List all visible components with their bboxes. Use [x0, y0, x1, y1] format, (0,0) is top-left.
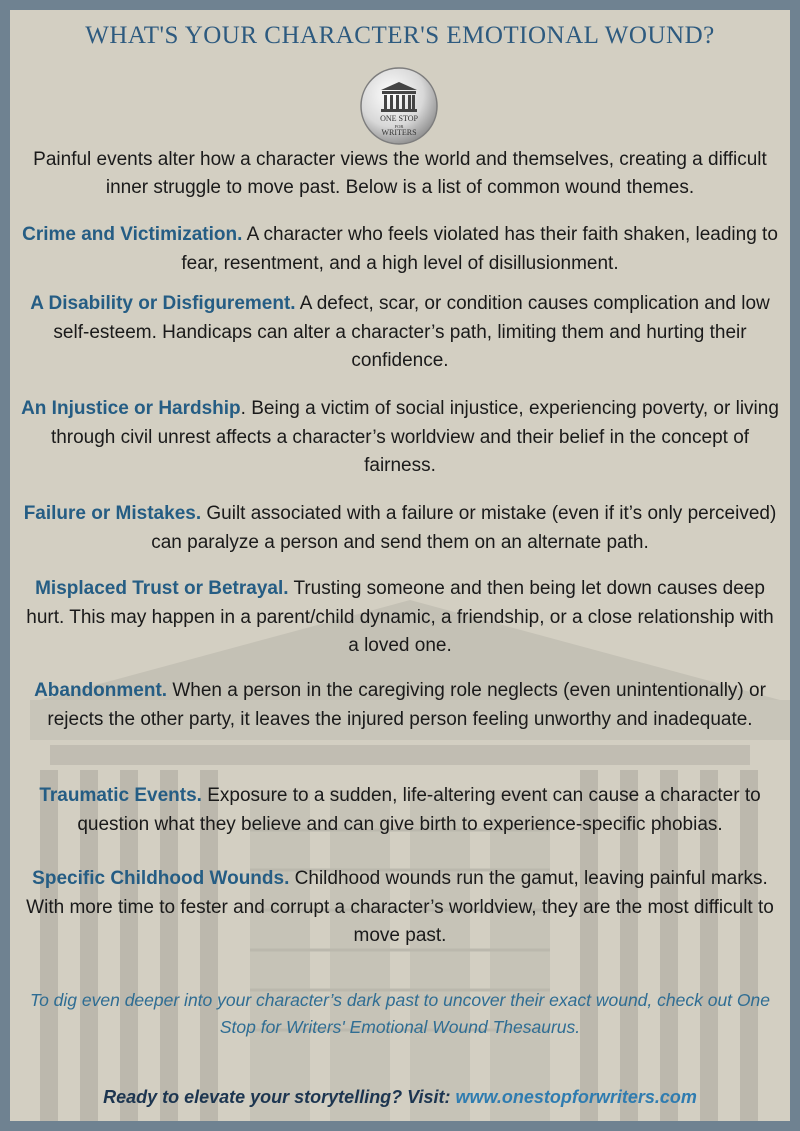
page-title: WHAT'S YOUR CHARACTER'S EMOTIONAL WOUND? [85, 22, 715, 49]
wound-heading: Misplaced Trust or Betrayal. [35, 578, 289, 599]
wound-item-disability [20, 290, 780, 376]
wound-item-betrayal [20, 575, 780, 661]
wound-item-abandonment [20, 677, 780, 734]
wound-description: Trusting someone and then being let down causes deep hurt. This may happen in a parent/child dynamic, a friendship, or a close relationship with a loved one. [26, 578, 774, 656]
wound-item-injustice [20, 395, 780, 481]
cta-text: Ready to elevate your storytelling? Visit: [103, 1087, 456, 1107]
wound-heading: Crime and Victimization. [22, 224, 243, 245]
wound-item-crime [20, 221, 780, 278]
website-link[interactable]: www.onestopforwriters.com [455, 1087, 697, 1107]
wound-heading: Traumatic Events. [39, 785, 202, 806]
wound-description: . Being a victim of social injustice, experiencing poverty, or living through civil unrest affects a character’s worldview and their belief in the concept of fairness. [50, 398, 779, 476]
wound-item-childhood [20, 865, 780, 951]
content-layer [10, 10, 790, 1121]
wound-heading: An Injustice or Hardship [21, 398, 241, 419]
logo-text-for: FOR [394, 124, 404, 129]
one-stop-for-writers-logo [359, 66, 439, 146]
wound-item-failure [20, 500, 780, 557]
wound-heading: Specific Childhood Wounds. [32, 868, 290, 889]
logo-text-writers: WRITERS [381, 128, 417, 137]
closing-paragraph: To dig even deeper into your character’s dark past to uncover their exact wound, check out One Stop for Writers' Emotional Wound Thesaurus. [30, 990, 770, 1037]
intro-paragraph: Painful events alter how a character views the world and themselves, creating a difficult inner struggle to move past. Below is a list of common wound themes. [33, 149, 767, 198]
wound-heading: Failure or Mistakes. [23, 503, 202, 524]
wound-description: When a person in the caregiving role neglects (even unintentionally) or rejects the other party, it leaves the injured person feeling unworthy and inadequate. [47, 680, 766, 730]
wound-description: Exposure to a sudden, life-altering event can cause a character to question what they believe and can give birth to experience-specific phobias. [77, 785, 761, 835]
wound-heading: A Disability or Disfigurement. [30, 293, 296, 314]
wound-item-traumatic-events [20, 782, 780, 839]
call-to-action [10, 1087, 790, 1108]
logo-text-one-stop: ONE STOP [380, 114, 418, 123]
wound-description: Guilt associated with a failure or mistake (even if it’s only perceived) can paralyze a person and send them on an alternate path. [151, 503, 777, 553]
infographic-page [10, 10, 790, 1121]
wound-description: Childhood wounds run the gamut, leaving painful marks. With more time to fester and corrupt a character’s worldview, they are the most difficult to move past. [26, 868, 774, 946]
wound-description: A defect, scar, or condition causes complication and low self-esteem. Handicaps can alter a character’s path, limiting them and hurting their confidence. [53, 293, 770, 371]
wound-description: A character who feels violated has their faith shaken, leading to fear, resentment, and a high level of disillusionment. [181, 224, 778, 274]
wound-heading: Abandonment. [34, 680, 168, 701]
